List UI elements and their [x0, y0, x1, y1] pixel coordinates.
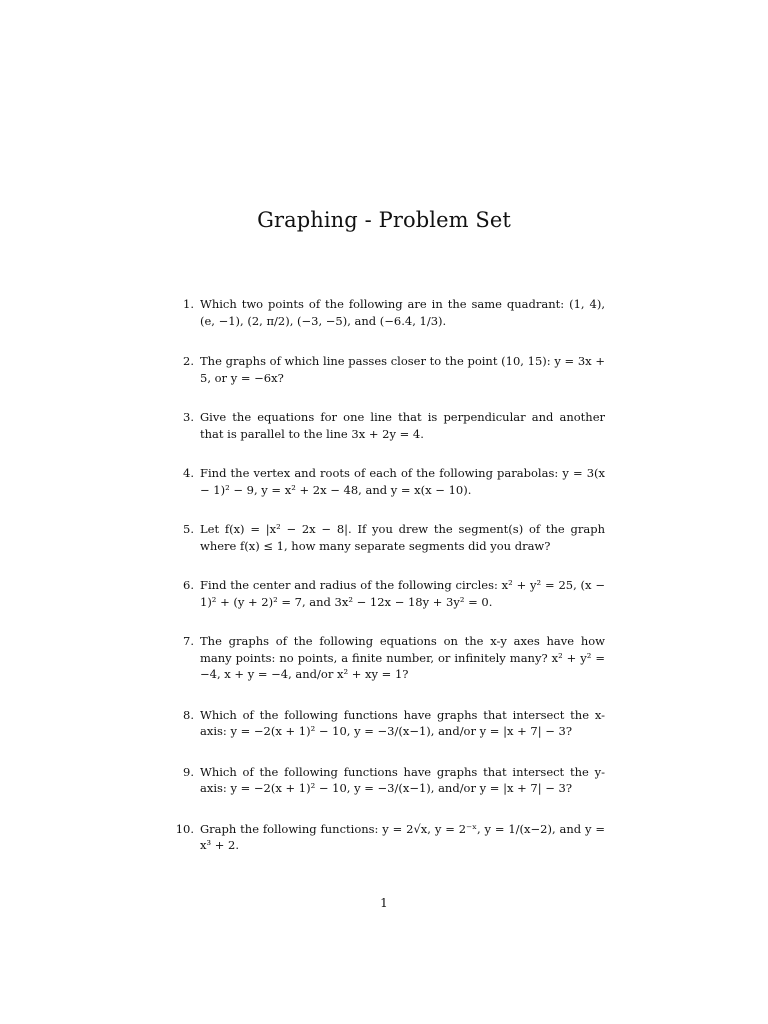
problem-item	[165, 521, 605, 554]
problem-item	[165, 409, 605, 442]
problem-number: 5.	[183, 522, 194, 536]
problem-number: 7.	[183, 634, 194, 648]
problem-number: 6.	[183, 578, 194, 592]
problem-number: 4.	[183, 466, 194, 480]
problem-number: 1.	[183, 297, 194, 311]
problem-number: 3.	[183, 410, 194, 424]
page-title: Graphing - Problem Set	[257, 208, 511, 232]
problem-item	[165, 353, 605, 386]
problem-text: Which of the following functions have graphs that intersect the y-axis: y = −2(x + 1)² − 10, y = −3/(x−1), and/or y = |x + 7| − 3?	[200, 764, 605, 795]
problem-text: Which two points of the following are in the same quadrant: (1, 4), (e, −1), (2, π/2), (−3, −5), and (−6.4, 1/3).	[200, 297, 605, 328]
problem-text: Give the equations for one line that is perpendicular and another that is parallel to the line 3x + 2y = 4.	[200, 410, 605, 441]
problem-text: The graphs of which line passes closer to the point (10, 15): y = 3x + 5, or y = −6x?	[200, 354, 605, 385]
problem-item	[165, 296, 605, 329]
page-number: 1	[380, 896, 388, 910]
problem-item	[165, 821, 605, 854]
problem-text: Which of the following functions have graphs that intersect the x-axis: y = −2(x + 1)² − 10, y = −3/(x−1), and/or y = |x + 7| − 3?	[200, 707, 605, 738]
problem-item	[165, 764, 605, 797]
problem-item	[165, 707, 605, 740]
problem-text: Find the center and radius of the following circles: x² + y² = 25, (x − 1)² + (y + 2)² = 7, and 3x² − 12x − 18y + 3y² = 0.	[200, 578, 605, 609]
problem-text: Let f(x) = |x² − 2x − 8|. If you drew the segment(s) of the graph where f(x) ≤ 1, how many separate segments did you draw?	[200, 522, 605, 553]
problem-text: The graphs of the following equations on the x-y axes have how many points: no points, a finite number, or infinitely many? x² + y² = −4, x + y = −4, and/or x² + xy = 1?	[200, 634, 605, 681]
problem-text: Find the vertex and roots of each of the following parabolas: y = 3(x − 1)² − 9, y = x² + 2x − 48, and y = x(x − 10).	[200, 466, 605, 497]
problem-list	[165, 296, 605, 854]
problem-number: 9.	[183, 764, 194, 779]
problem-item	[165, 465, 605, 498]
problem-number: 10.	[175, 821, 194, 836]
problem-number: 8.	[183, 707, 194, 722]
problem-number: 2.	[183, 354, 194, 368]
problem-text: Graph the following functions: y = 2√x, y = 2⁻ˣ, y = 1/(x−2), and y = x³ + 2.	[200, 821, 605, 852]
problem-item	[165, 577, 605, 610]
problem-item	[165, 633, 605, 683]
